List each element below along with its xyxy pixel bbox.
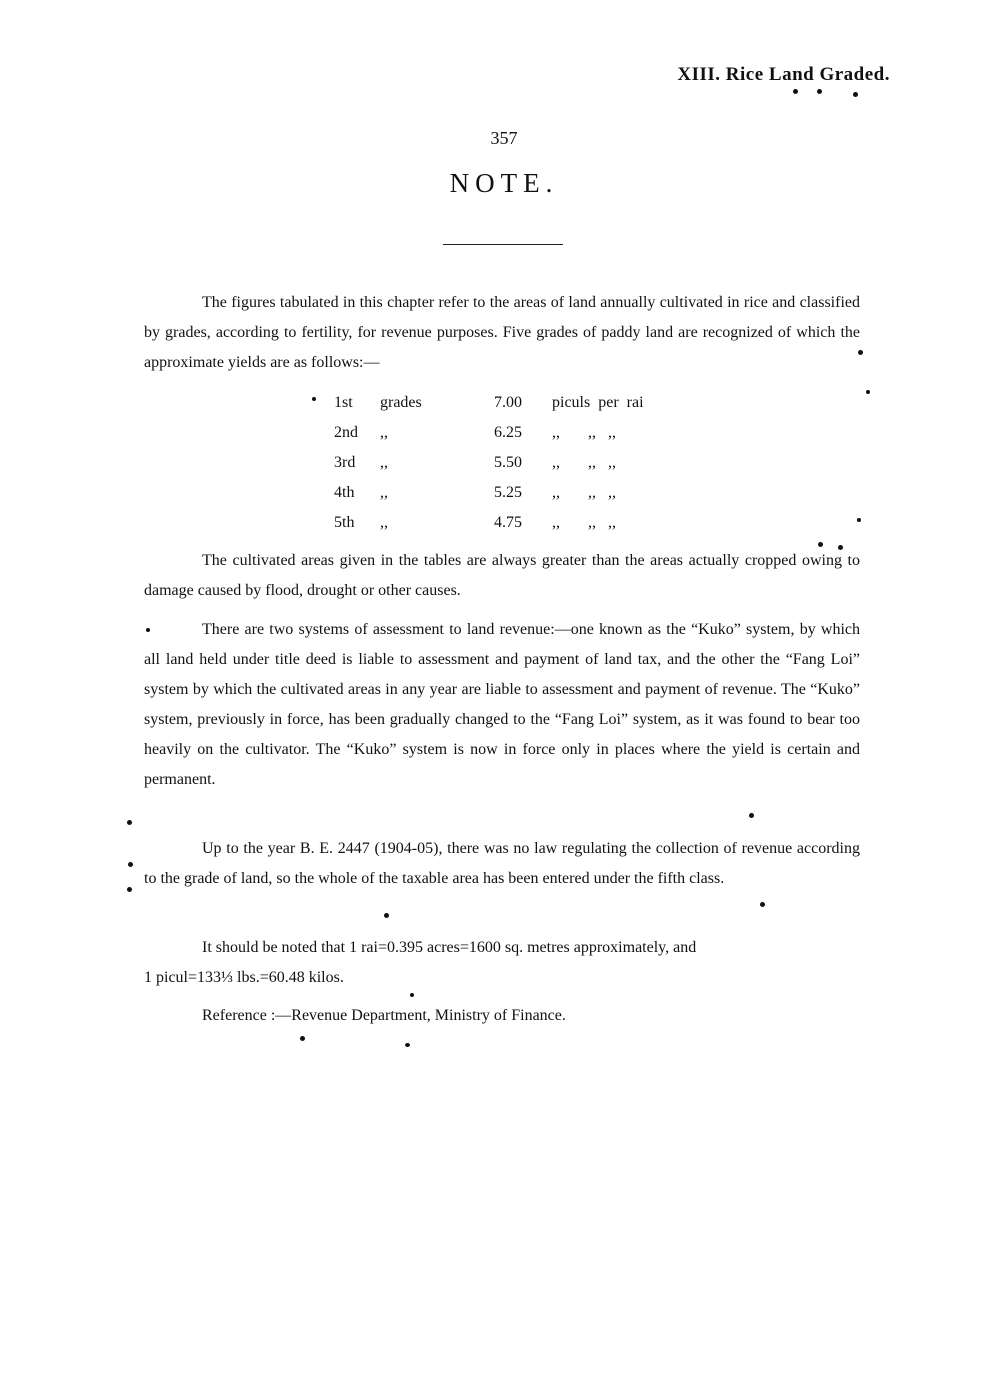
grades-table (334, 388, 682, 538)
grade-label-cell: ,, (380, 454, 388, 471)
scan-speck (817, 89, 822, 94)
grade-label-cell: grades (380, 394, 422, 411)
scan-speck (760, 902, 765, 907)
scan-speck (866, 390, 870, 394)
scan-speck (128, 862, 133, 867)
paragraph-cultivated-areas: The cultivated areas given in the tables are always greater than the areas actually cropped owing to damage caused by flood, drought or other causes. (144, 552, 860, 599)
table-row (334, 478, 682, 508)
unit-text: ,, ,, ,, (552, 424, 616, 441)
unit-cell (538, 478, 682, 508)
unit-text: ,, ,, ,, (552, 484, 616, 501)
table-row (334, 388, 682, 418)
paragraph-intro: The figures tabulated in this chapter refer to the areas of land annually cultivated in rice and classified by grades, according to fertility, for revenue purposes. Five grades of paddy land are recognized of which the approximate yields are as follows:— (144, 294, 860, 371)
unit-cell (538, 508, 682, 538)
paragraph-reference: Reference :—Revenue Department, Ministry of Finance. (202, 1007, 566, 1024)
grade-cell: 1st (334, 394, 353, 411)
scan-speck (146, 628, 150, 632)
scan-speck (127, 887, 132, 892)
unit-text: ,, ,, ,, (552, 454, 616, 471)
scan-speck (410, 993, 414, 997)
table-row (334, 448, 682, 478)
unit-cell (538, 418, 682, 448)
scan-speck (857, 518, 861, 522)
unit-text: ,, ,, ,, (552, 514, 616, 531)
table-row (334, 508, 682, 538)
yield-cell: 5.25 (494, 484, 522, 501)
scan-speck (838, 545, 843, 550)
scan-speck (853, 92, 858, 97)
page-number: 357 (490, 128, 518, 148)
scan-speck (749, 813, 754, 818)
grade-cell: 4th (334, 484, 355, 501)
units-line-2: 1 picul=133⅓ lbs.=60.48 kilos. (144, 969, 344, 986)
yield-cell: 7.00 (494, 394, 522, 411)
scan-speck (818, 542, 823, 547)
title-rule (443, 244, 563, 245)
grade-cell: 5th (334, 514, 355, 531)
note-title: NOTE. (449, 168, 559, 198)
units-line-1: It should be noted that 1 rai=0.395 acres=1600 sq. metres approximately, and (202, 939, 697, 956)
grade-label-cell: ,, (380, 514, 388, 531)
scan-speck (127, 820, 132, 825)
table-row (334, 418, 682, 448)
yield-cell: 4.75 (494, 514, 522, 531)
grade-label-cell: ,, (380, 484, 388, 501)
scan-speck (300, 1036, 305, 1041)
paragraph-units (144, 933, 860, 993)
scan-speck (858, 350, 863, 355)
yield-cell: 5.50 (494, 454, 522, 471)
grade-cell: 3rd (334, 454, 356, 471)
paragraph-law-history: Up to the year B. E. 2447 (1904-05), there was no law regulating the collection of revenue according to the grade of land, so the whole of the taxable area has been entered under the fifth class. (144, 840, 860, 887)
scan-speck (312, 397, 316, 401)
unit-cell (538, 388, 682, 418)
scan-speck (405, 1043, 410, 1047)
unit-text: piculs per rai (552, 394, 644, 411)
grade-label-cell: ,, (380, 424, 388, 441)
scan-speck (793, 89, 798, 94)
paragraph-assessment-systems: There are two systems of assessment to land revenue:—one known as the “Kuko” system, by which all land held under title deed is liable to assessment and payment of land tax, and the other the “Fang Loi” system by which the cultivated areas in any year are liable to assessment and payment of revenue. The “Kuko” system, previously in force, has been gradually changed to the “Fang Loi” system, as it was found to bear too heavily on the cultivator. The “Kuko” system is now in force only in places where the yield is certain and permanent. (144, 621, 860, 788)
yield-cell: 6.25 (494, 424, 522, 441)
grade-cell: 2nd (334, 424, 358, 441)
unit-cell (538, 448, 682, 478)
chapter-header: XIII. Rice Land Graded. (677, 64, 890, 85)
scan-speck (384, 913, 389, 918)
